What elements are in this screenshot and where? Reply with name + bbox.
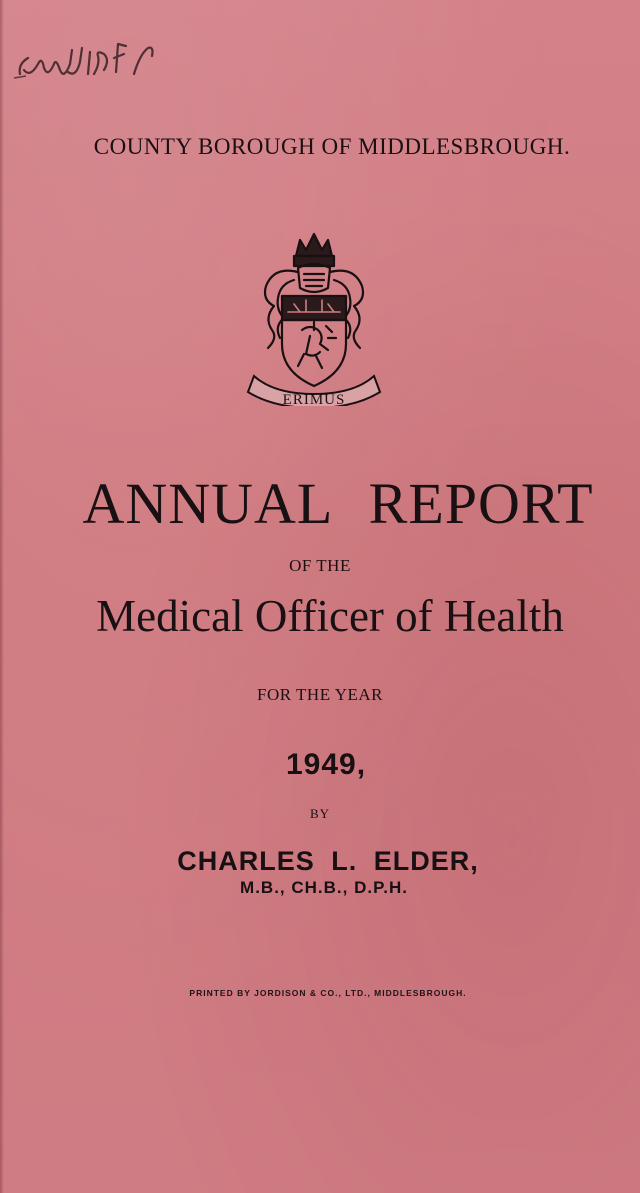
- author-name: CHARLES L. ELDER,: [177, 846, 479, 876]
- author-qualifications: M.B., CH.B., D.P.H.: [240, 878, 408, 897]
- coat-of-arms-icon: [244, 226, 384, 406]
- crest-motto: ERIMUS: [282, 392, 346, 406]
- for-the-year-label: FOR THE YEAR: [257, 685, 383, 704]
- by-label: BY: [309, 806, 331, 821]
- report-subject: Medical Officer of Health: [96, 591, 564, 641]
- authority-heading: COUNTY BOROUGH OF MIDDLESBROUGH.: [93, 134, 571, 159]
- printer-imprint: PRINTED BY JORDISON & CO., LTD., MIDDLESBROUGH.: [189, 988, 467, 998]
- report-year: 1949,: [285, 748, 367, 781]
- report-title: ANNUAL REPORT: [82, 471, 594, 536]
- report-title-connector: OF THE: [289, 556, 351, 575]
- handwritten-catalogue-mark: [14, 34, 194, 104]
